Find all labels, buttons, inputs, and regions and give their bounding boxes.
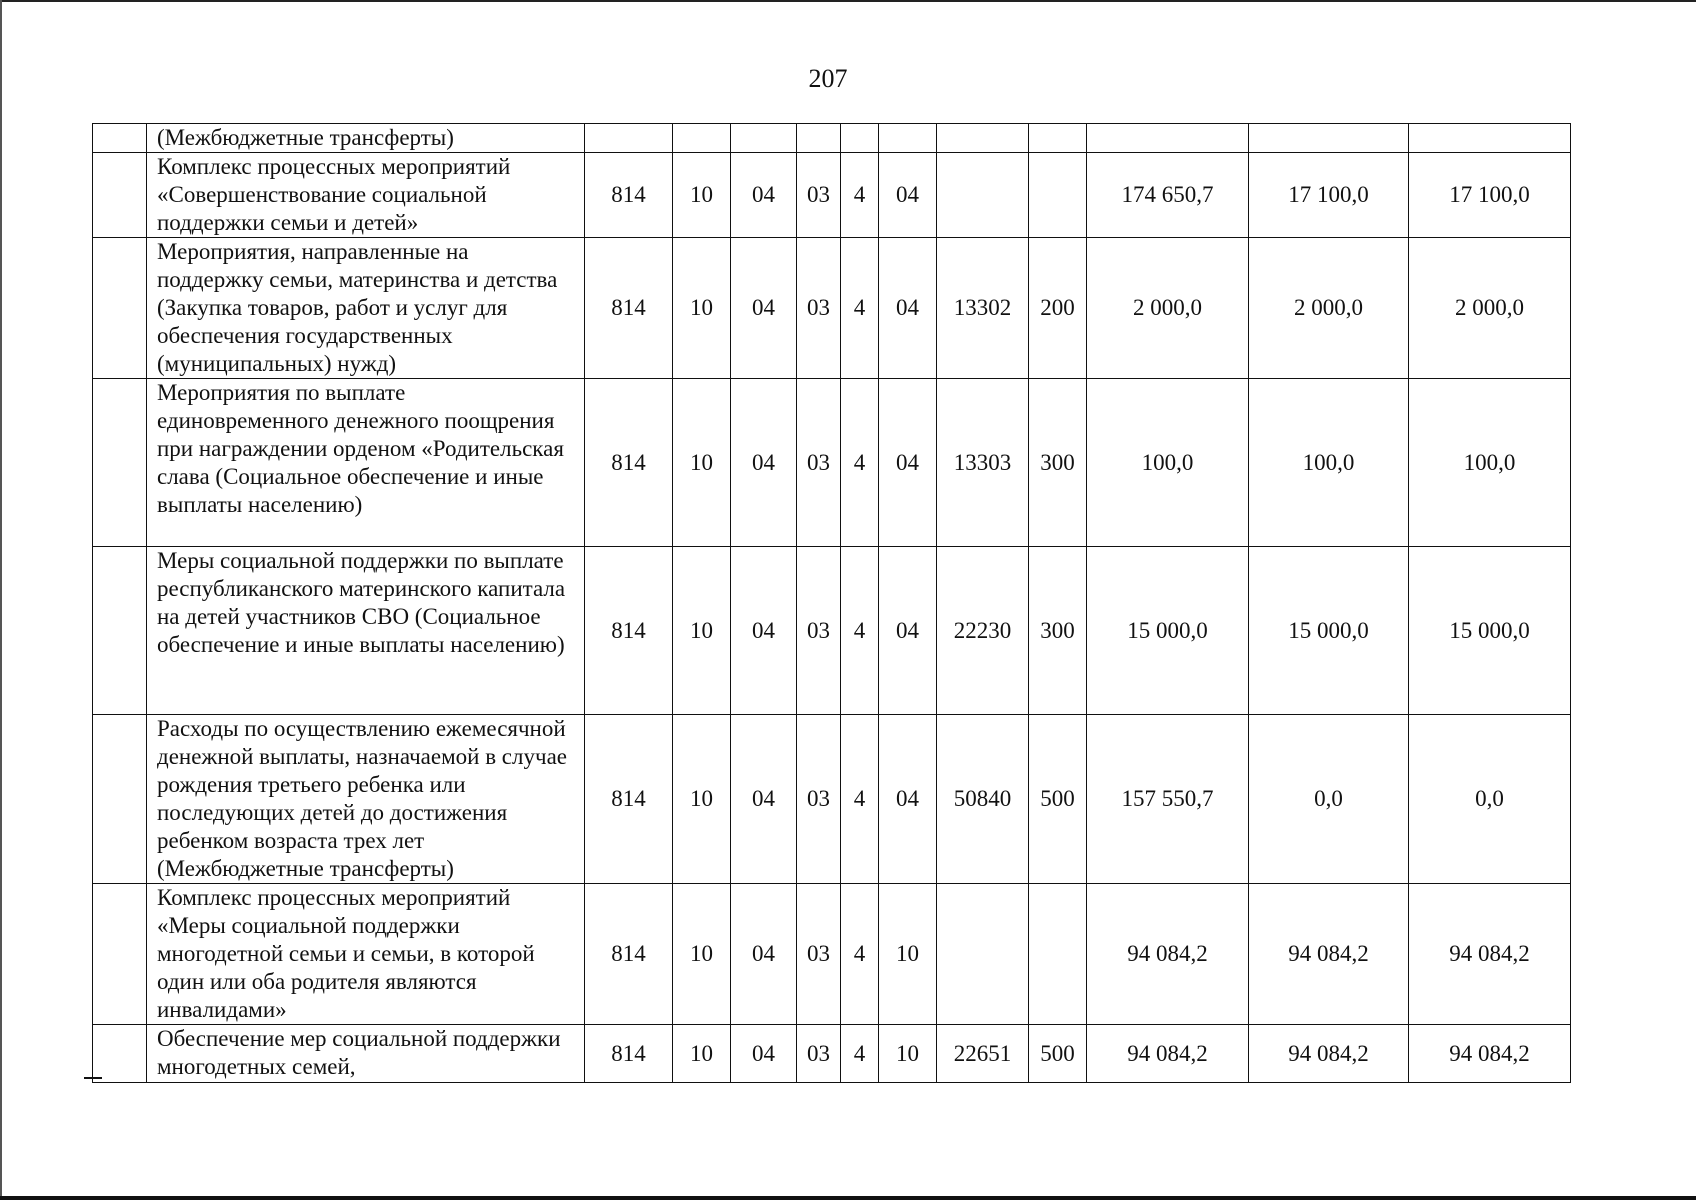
name-cell: Мероприятия, направленные на поддержку семьи, материнства и детства (Закупка товаров, работ и услуг для обеспечения государственных (муниципальных) нужд)	[147, 238, 585, 379]
rz-cell: 10	[673, 547, 731, 715]
rz-cell: 10	[673, 379, 731, 547]
index-cell	[93, 715, 147, 884]
scan-border-left	[0, 0, 2, 1200]
year3-cell: 15 000,0	[1409, 547, 1571, 715]
year3-cell: 94 084,2	[1409, 1025, 1571, 1083]
table-row	[93, 153, 1571, 238]
name-cell: Меры социальной поддержки по выплате республиканского материнского капитала на детей участников СВО (Социальное обеспечение и иные выплаты населению)	[147, 547, 585, 715]
ved-cell: 814	[585, 547, 673, 715]
year2-cell: 0,0	[1249, 715, 1409, 884]
name-cell: Обеспечение мер социальной поддержки многодетных семей,	[147, 1025, 585, 1083]
name-cell: (Межбюджетные трансферты)	[147, 124, 585, 153]
table-row	[93, 715, 1571, 884]
cs1-cell: 03	[797, 884, 841, 1025]
pr-cell: 04	[731, 238, 797, 379]
cs2-cell: 4	[841, 547, 879, 715]
vr-cell: 500	[1029, 1025, 1087, 1083]
cs3-cell	[879, 124, 937, 153]
scan-border-top	[0, 0, 1696, 2]
vr-cell	[1029, 124, 1087, 153]
pr-cell: 04	[731, 715, 797, 884]
vr-cell	[1029, 153, 1087, 238]
year2-cell: 2 000,0	[1249, 238, 1409, 379]
year1-cell: 157 550,7	[1087, 715, 1249, 884]
cs4-cell	[937, 884, 1029, 1025]
cs1-cell: 03	[797, 1025, 841, 1083]
cs2-cell: 4	[841, 884, 879, 1025]
pr-cell: 04	[731, 379, 797, 547]
cs3-cell: 04	[879, 547, 937, 715]
cs4-cell: 13303	[937, 379, 1029, 547]
cs3-cell: 04	[879, 715, 937, 884]
cs2-cell	[841, 124, 879, 153]
index-cell	[93, 379, 147, 547]
cs4-cell	[937, 124, 1029, 153]
pr-cell: 04	[731, 153, 797, 238]
rz-cell: 10	[673, 884, 731, 1025]
cs3-cell: 04	[879, 238, 937, 379]
pr-cell: 04	[731, 1025, 797, 1083]
budget-table-body	[93, 124, 1571, 1083]
rz-cell	[673, 124, 731, 153]
year1-cell: 174 650,7	[1087, 153, 1249, 238]
name-cell: Мероприятия по выплате единовременного денежного поощрения при награждении орденом «Родительская слава (Социальное обеспечение и иные выплаты населению)	[147, 379, 585, 547]
pr-cell: 04	[731, 547, 797, 715]
table-row	[93, 547, 1571, 715]
index-cell	[93, 547, 147, 715]
ved-cell: 814	[585, 379, 673, 547]
cs3-cell: 10	[879, 884, 937, 1025]
vr-cell: 200	[1029, 238, 1087, 379]
rz-cell: 10	[673, 715, 731, 884]
year2-cell: 17 100,0	[1249, 153, 1409, 238]
vr-cell	[1029, 884, 1087, 1025]
table-row	[93, 884, 1571, 1025]
year3-cell: 2 000,0	[1409, 238, 1571, 379]
year3-cell: 94 084,2	[1409, 884, 1571, 1025]
rz-cell: 10	[673, 238, 731, 379]
ved-cell: 814	[585, 238, 673, 379]
cs1-cell	[797, 124, 841, 153]
year1-cell: 15 000,0	[1087, 547, 1249, 715]
cs4-cell: 13302	[937, 238, 1029, 379]
cs2-cell: 4	[841, 715, 879, 884]
name-cell: Расходы по осуществлению ежемесячной денежной выплаты, назначаемой в случае рождения третьего ребенка или последующих детей до достижения ребенком возраста трех лет (Межбюджетные трансферты)	[147, 715, 585, 884]
cs3-cell: 10	[879, 1025, 937, 1083]
cs1-cell: 03	[797, 715, 841, 884]
ved-cell: 814	[585, 1025, 673, 1083]
index-cell	[93, 884, 147, 1025]
index-cell	[93, 1025, 147, 1083]
vr-cell: 300	[1029, 379, 1087, 547]
ved-cell: 814	[585, 715, 673, 884]
table-row	[93, 1025, 1571, 1083]
cs2-cell: 4	[841, 238, 879, 379]
year3-cell	[1409, 124, 1571, 153]
cs1-cell: 03	[797, 379, 841, 547]
cs1-cell: 03	[797, 547, 841, 715]
vr-cell: 300	[1029, 547, 1087, 715]
cs2-cell: 4	[841, 1025, 879, 1083]
cs1-cell: 03	[797, 238, 841, 379]
year2-cell: 100,0	[1249, 379, 1409, 547]
table-row	[93, 238, 1571, 379]
year2-cell: 15 000,0	[1249, 547, 1409, 715]
ved-cell	[585, 124, 673, 153]
year3-cell: 100,0	[1409, 379, 1571, 547]
year2-cell: 94 084,2	[1249, 884, 1409, 1025]
scan-border-bottom	[0, 1196, 1696, 1200]
cs2-cell: 4	[841, 379, 879, 547]
year1-cell: 100,0	[1087, 379, 1249, 547]
cs1-cell: 03	[797, 153, 841, 238]
name-cell: Комплекс процессных мероприятий «Совершенствование социальной поддержки семьи и детей»	[147, 153, 585, 238]
year2-cell: 94 084,2	[1249, 1025, 1409, 1083]
cs3-cell: 04	[879, 379, 937, 547]
index-cell	[93, 153, 147, 238]
vr-cell: 500	[1029, 715, 1087, 884]
year1-cell: 94 084,2	[1087, 884, 1249, 1025]
ved-cell: 814	[585, 884, 673, 1025]
budget-table	[92, 123, 1571, 1083]
cs3-cell: 04	[879, 153, 937, 238]
year1-cell	[1087, 124, 1249, 153]
year3-cell: 17 100,0	[1409, 153, 1571, 238]
cs4-cell	[937, 153, 1029, 238]
rz-cell: 10	[673, 1025, 731, 1083]
table-row	[93, 379, 1571, 547]
cs4-cell: 22651	[937, 1025, 1029, 1083]
pr-cell: 04	[731, 884, 797, 1025]
table-row	[93, 124, 1571, 153]
cs4-cell: 50840	[937, 715, 1029, 884]
year3-cell: 0,0	[1409, 715, 1571, 884]
cs4-cell: 22230	[937, 547, 1029, 715]
ved-cell: 814	[585, 153, 673, 238]
index-cell	[93, 124, 147, 153]
pr-cell	[731, 124, 797, 153]
year1-cell: 2 000,0	[1087, 238, 1249, 379]
index-cell	[93, 238, 147, 379]
year1-cell: 94 084,2	[1087, 1025, 1249, 1083]
name-cell: Комплекс процессных мероприятий «Меры социальной поддержки многодетной семьи и семьи, в которой один или оба родителя являются инвалидами»	[147, 884, 585, 1025]
page-number: 207	[808, 64, 848, 93]
year2-cell	[1249, 124, 1409, 153]
rz-cell: 10	[673, 153, 731, 238]
edge-mark	[84, 1077, 102, 1079]
cs2-cell: 4	[841, 153, 879, 238]
